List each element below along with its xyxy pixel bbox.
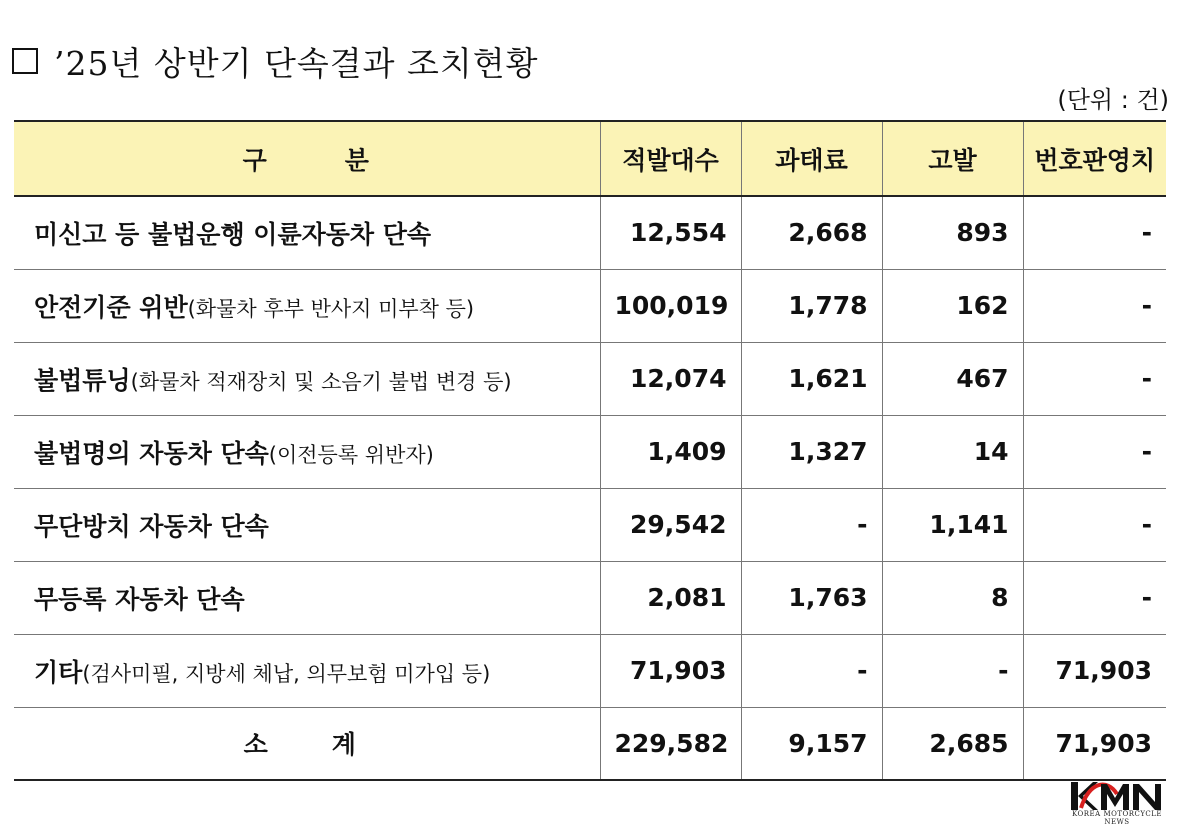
row-label: 불법튜닝(화물차 적재장치 및 소음기 불법 변경 등) bbox=[14, 342, 600, 415]
row-label: 불법명의 자동차 단속(이전등록 위반자) bbox=[14, 415, 600, 488]
total-accusation: 2,685 bbox=[882, 707, 1023, 780]
total-plate-seizure: 71,903 bbox=[1023, 707, 1166, 780]
total-row bbox=[14, 707, 1166, 780]
table-row bbox=[14, 269, 1166, 342]
cell-plate-seizure: - bbox=[1023, 561, 1166, 634]
cell-accusation: - bbox=[882, 634, 1023, 707]
cell-detected: 12,074 bbox=[600, 342, 741, 415]
title-text: ’25년 상반기 단속결과 조치현황 bbox=[54, 43, 539, 83]
header-plate-seizure: 번호판영치 bbox=[1023, 121, 1166, 196]
cell-accusation: 893 bbox=[882, 196, 1023, 269]
header-detected: 적발대수 bbox=[600, 121, 741, 196]
cell-detected: 29,542 bbox=[600, 488, 741, 561]
cell-accusation: 467 bbox=[882, 342, 1023, 415]
cell-detected: 2,081 bbox=[600, 561, 741, 634]
total-fine: 9,157 bbox=[741, 707, 882, 780]
table-row bbox=[14, 561, 1166, 634]
cell-plate-seizure: - bbox=[1023, 488, 1166, 561]
logo-tagline: KOREA MOTORCYCLE NEWS bbox=[1072, 810, 1162, 826]
cell-detected: 100,019 bbox=[600, 269, 741, 342]
cell-detected: 1,409 bbox=[600, 415, 741, 488]
row-label: 무단방치 자동차 단속 bbox=[14, 488, 600, 561]
cell-plate-seizure: 71,903 bbox=[1023, 634, 1166, 707]
cell-accusation: 8 bbox=[882, 561, 1023, 634]
cell-plate-seizure: - bbox=[1023, 196, 1166, 269]
header-accusation: 고발 bbox=[882, 121, 1023, 196]
unit-label: (단위 : 건) bbox=[1057, 86, 1169, 114]
table-header-row bbox=[14, 121, 1166, 196]
cell-accusation: 162 bbox=[882, 269, 1023, 342]
cell-accusation: 1,141 bbox=[882, 488, 1023, 561]
cell-fine: 1,621 bbox=[741, 342, 882, 415]
cell-plate-seizure: - bbox=[1023, 269, 1166, 342]
cell-detected: 12,554 bbox=[600, 196, 741, 269]
cell-fine: 1,778 bbox=[741, 269, 882, 342]
table-row bbox=[14, 415, 1166, 488]
total-detected: 229,582 bbox=[600, 707, 741, 780]
header-category: 구 분 bbox=[14, 121, 600, 196]
table-row bbox=[14, 342, 1166, 415]
cell-plate-seizure: - bbox=[1023, 342, 1166, 415]
cell-fine: - bbox=[741, 634, 882, 707]
checkbox-square-icon bbox=[12, 48, 38, 74]
page-title bbox=[12, 36, 539, 86]
cell-fine: 2,668 bbox=[741, 196, 882, 269]
header-fine: 과태료 bbox=[741, 121, 882, 196]
cell-detected: 71,903 bbox=[600, 634, 741, 707]
row-label: 기타(검사미필, 지방세 체납, 의무보험 미가입 등) bbox=[14, 634, 600, 707]
enforcement-table bbox=[14, 120, 1166, 781]
total-label: 소 계 bbox=[14, 707, 600, 780]
table-row bbox=[14, 196, 1166, 269]
cell-plate-seizure: - bbox=[1023, 415, 1166, 488]
row-label: 미신고 등 불법운행 이륜자동차 단속 bbox=[14, 196, 600, 269]
kmn-logo bbox=[1067, 776, 1167, 826]
cell-fine: - bbox=[741, 488, 882, 561]
row-label: 안전기준 위반(화물차 후부 반사지 미부착 등) bbox=[14, 269, 600, 342]
row-label: 무등록 자동차 단속 bbox=[14, 561, 600, 634]
cell-fine: 1,763 bbox=[741, 561, 882, 634]
cell-fine: 1,327 bbox=[741, 415, 882, 488]
table-row bbox=[14, 488, 1166, 561]
table-row bbox=[14, 634, 1166, 707]
cell-accusation: 14 bbox=[882, 415, 1023, 488]
